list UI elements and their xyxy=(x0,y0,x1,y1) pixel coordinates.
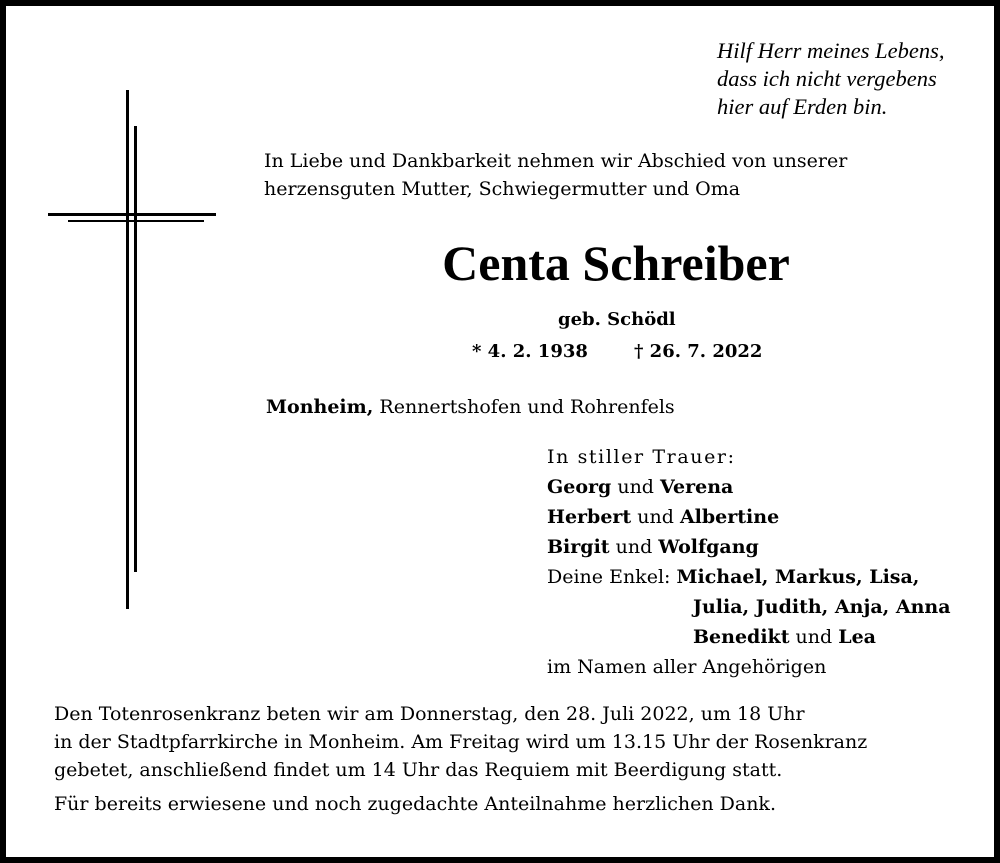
mourners-heading: In stiller Trauer: xyxy=(547,446,736,468)
grandchildren-names: Julia, Judith, Anja, Anna xyxy=(693,596,951,618)
mourners-closing: im Namen aller Angehörigen xyxy=(547,656,827,678)
verse-line: hier auf Erden bin. xyxy=(717,94,888,119)
death-date: † 26. 7. 2022 xyxy=(634,341,763,362)
birth-date: * 4. 2. 1938 xyxy=(472,341,588,362)
mourner-name: Verena xyxy=(660,476,734,498)
place-rest: Rennertshofen und Rohrenfels xyxy=(373,396,675,418)
conjunction: und xyxy=(631,506,680,528)
mourner-couple xyxy=(547,472,951,502)
notice-line: gebetet, anschließend findet um 14 Uhr das Requiem mit Beerdigung statt. xyxy=(54,759,783,781)
conjunction: und xyxy=(611,476,661,498)
thanks-text: Für bereits erwiesene und noch zugedachte Anteilnahme herzlichen Dank. xyxy=(54,793,776,815)
mourner-name: Wolfgang xyxy=(658,536,759,558)
places xyxy=(266,396,675,418)
mourner-name: Georg xyxy=(547,476,612,498)
place-main: Monheim, xyxy=(266,396,374,418)
intro-line: herzensguten Mutter, Schwiegermutter und Oma xyxy=(264,178,741,200)
born-name: geb. Schödl xyxy=(558,309,676,330)
mourner-name: Lea xyxy=(838,626,876,648)
mourner-name: Birgit xyxy=(547,536,610,558)
notice-line: in der Stadtpfarrkirche in Monheim. Am Freitag wird um 13.15 Uhr der Rosenkranz xyxy=(54,731,868,753)
conjunction: und xyxy=(609,536,659,558)
mourner-name: Albertine xyxy=(679,506,780,528)
grandchildren-row xyxy=(547,562,951,592)
grandchildren-label: Deine Enkel: xyxy=(547,566,677,588)
verse-line: Hilf Herr meines Lebens, xyxy=(717,38,945,63)
mourner-couple xyxy=(547,532,951,562)
mourner-couple xyxy=(547,502,951,532)
intro-text xyxy=(264,147,847,203)
verse xyxy=(717,37,944,121)
mourners xyxy=(547,442,951,682)
grandchildren-row xyxy=(547,622,951,652)
grandchildren-names: Michael, Markus, Lisa, xyxy=(676,566,920,588)
deceased-name: Centa Schreiber xyxy=(442,235,790,291)
mourner-name: Benedikt xyxy=(693,626,790,648)
verse-line: dass ich nicht vergebens xyxy=(717,66,937,91)
conjunction: und xyxy=(789,626,839,648)
intro-line: In Liebe und Dankbarkeit nehmen wir Abschied von unserer xyxy=(264,150,848,172)
grandchildren-row xyxy=(547,592,951,622)
funeral-notice xyxy=(54,700,867,784)
mourner-name: Herbert xyxy=(547,506,632,528)
notice-line: Den Totenrosenkranz beten wir am Donnerstag, den 28. Juli 2022, um 18 Uhr xyxy=(54,703,805,725)
